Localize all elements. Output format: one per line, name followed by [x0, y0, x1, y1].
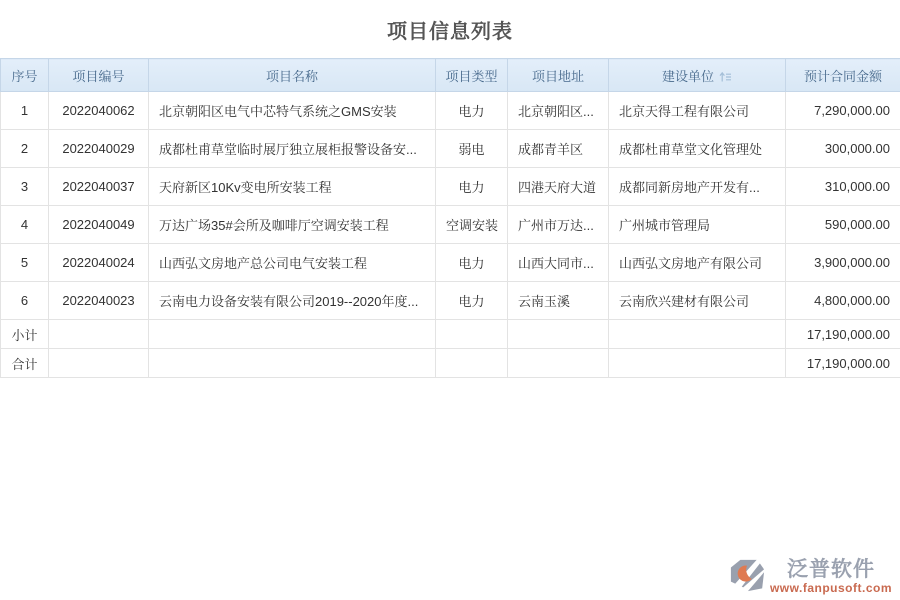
- cell-address: 四港天府大道: [508, 168, 609, 206]
- total-empty-code: [49, 349, 149, 378]
- header-row: [1, 59, 900, 92]
- sort-ascending-icon[interactable]: [719, 71, 732, 83]
- fanpu-watermark: [728, 558, 892, 594]
- total-row: [1, 349, 900, 378]
- total-empty-name: [149, 349, 436, 378]
- cell-company: 成都杜甫草堂文化管理处: [609, 130, 786, 168]
- page-title: 项目信息列表: [387, 21, 513, 43]
- cell-seq: 6: [1, 282, 49, 320]
- col-header-address: 项目地址: [508, 59, 609, 92]
- cell-address: 成都青羊区: [508, 130, 609, 168]
- cell-seq: 3: [1, 168, 49, 206]
- cell-address: 云南玉溪: [508, 282, 609, 320]
- cell-type: 电力: [436, 168, 508, 206]
- cell-code: 2022040023: [49, 282, 149, 320]
- cell-type: 电力: [436, 244, 508, 282]
- cell-name[interactable]: 云南电力设备安装有限公司2019--2020年度...: [149, 282, 436, 320]
- cell-code: 2022040037: [49, 168, 149, 206]
- cell-code: 2022040062: [49, 92, 149, 130]
- subtotal-label: 小计: [1, 320, 49, 349]
- col-header-code: 项目编号: [49, 59, 149, 92]
- cell-type: 电力: [436, 282, 508, 320]
- total-empty-address: [508, 349, 609, 378]
- cell-company: 云南欣兴建材有限公司: [609, 282, 786, 320]
- subtotal-empty-address: [508, 320, 609, 349]
- cell-company: 北京天得工程有限公司: [609, 92, 786, 130]
- total-empty-company: [609, 349, 786, 378]
- table-row[interactable]: [1, 244, 900, 282]
- cell-amount: 7,290,000.00: [786, 92, 900, 130]
- cell-seq: 5: [1, 244, 49, 282]
- cell-seq: 4: [1, 206, 49, 244]
- cell-name[interactable]: 天府新区10Kv变电所安装工程: [149, 168, 436, 206]
- cell-name[interactable]: 山西弘文房地产总公司电气安装工程: [149, 244, 436, 282]
- total-empty-type: [436, 349, 508, 378]
- cell-address: 北京朝阳区...: [508, 92, 609, 130]
- cell-type: 弱电: [436, 130, 508, 168]
- cell-company: 山西弘文房地产有限公司: [609, 244, 786, 282]
- col-header-company[interactable]: [609, 59, 786, 92]
- table-row[interactable]: [1, 130, 900, 168]
- fanpu-logo-icon: [728, 558, 766, 594]
- cell-type: 电力: [436, 92, 508, 130]
- cell-name[interactable]: 北京朝阳区电气中芯特气系统之GMS安装: [149, 92, 436, 130]
- table-body: [1, 92, 900, 320]
- cell-code: 2022040024: [49, 244, 149, 282]
- cell-amount: 3,900,000.00: [786, 244, 900, 282]
- fanpu-watermark-text: [770, 559, 892, 594]
- summary-body: [1, 320, 900, 378]
- subtotal-empty-company: [609, 320, 786, 349]
- col-header-company-label: 建设单位: [661, 68, 714, 84]
- project-table: [0, 58, 900, 378]
- table-row[interactable]: [1, 168, 900, 206]
- subtotal-row: [1, 320, 900, 349]
- cell-amount: 590,000.00: [786, 206, 900, 244]
- total-label: 合计: [1, 349, 49, 378]
- subtotal-amount: 17,190,000.00: [786, 320, 900, 349]
- cell-company: 成都同新房地产开发有...: [609, 168, 786, 206]
- cell-amount: 310,000.00: [786, 168, 900, 206]
- cell-amount: 300,000.00: [786, 130, 900, 168]
- table-row[interactable]: [1, 92, 900, 130]
- col-header-name: 项目名称: [149, 59, 436, 92]
- table-row[interactable]: [1, 206, 900, 244]
- cell-seq: 1: [1, 92, 49, 130]
- cell-name[interactable]: 万达广场35#会所及咖啡厅空调安装工程: [149, 206, 436, 244]
- cell-address: 广州市万达...: [508, 206, 609, 244]
- col-header-type: 项目类型: [436, 59, 508, 92]
- cell-code: 2022040029: [49, 130, 149, 168]
- cell-amount: 4,800,000.00: [786, 282, 900, 320]
- subtotal-empty-type: [436, 320, 508, 349]
- fanpu-brand-name: 泛普软件: [786, 557, 875, 581]
- cell-address: 山西大同市...: [508, 244, 609, 282]
- cell-seq: 2: [1, 130, 49, 168]
- table-row[interactable]: [1, 282, 900, 320]
- fanpu-url: www.fanpusoft.com: [769, 580, 892, 595]
- cell-code: 2022040049: [49, 206, 149, 244]
- col-header-seq: 序号: [1, 59, 49, 92]
- cell-name[interactable]: 成都杜甫草堂临时展厅独立展柜报警设备安...: [149, 130, 436, 168]
- subtotal-empty-code: [49, 320, 149, 349]
- cell-type: 空调安装: [436, 206, 508, 244]
- subtotal-empty-name: [149, 320, 436, 349]
- cell-company: 广州城市管理局: [609, 206, 786, 244]
- col-header-amount: 预计合同金额: [786, 59, 900, 92]
- total-amount: 17,190,000.00: [786, 349, 900, 378]
